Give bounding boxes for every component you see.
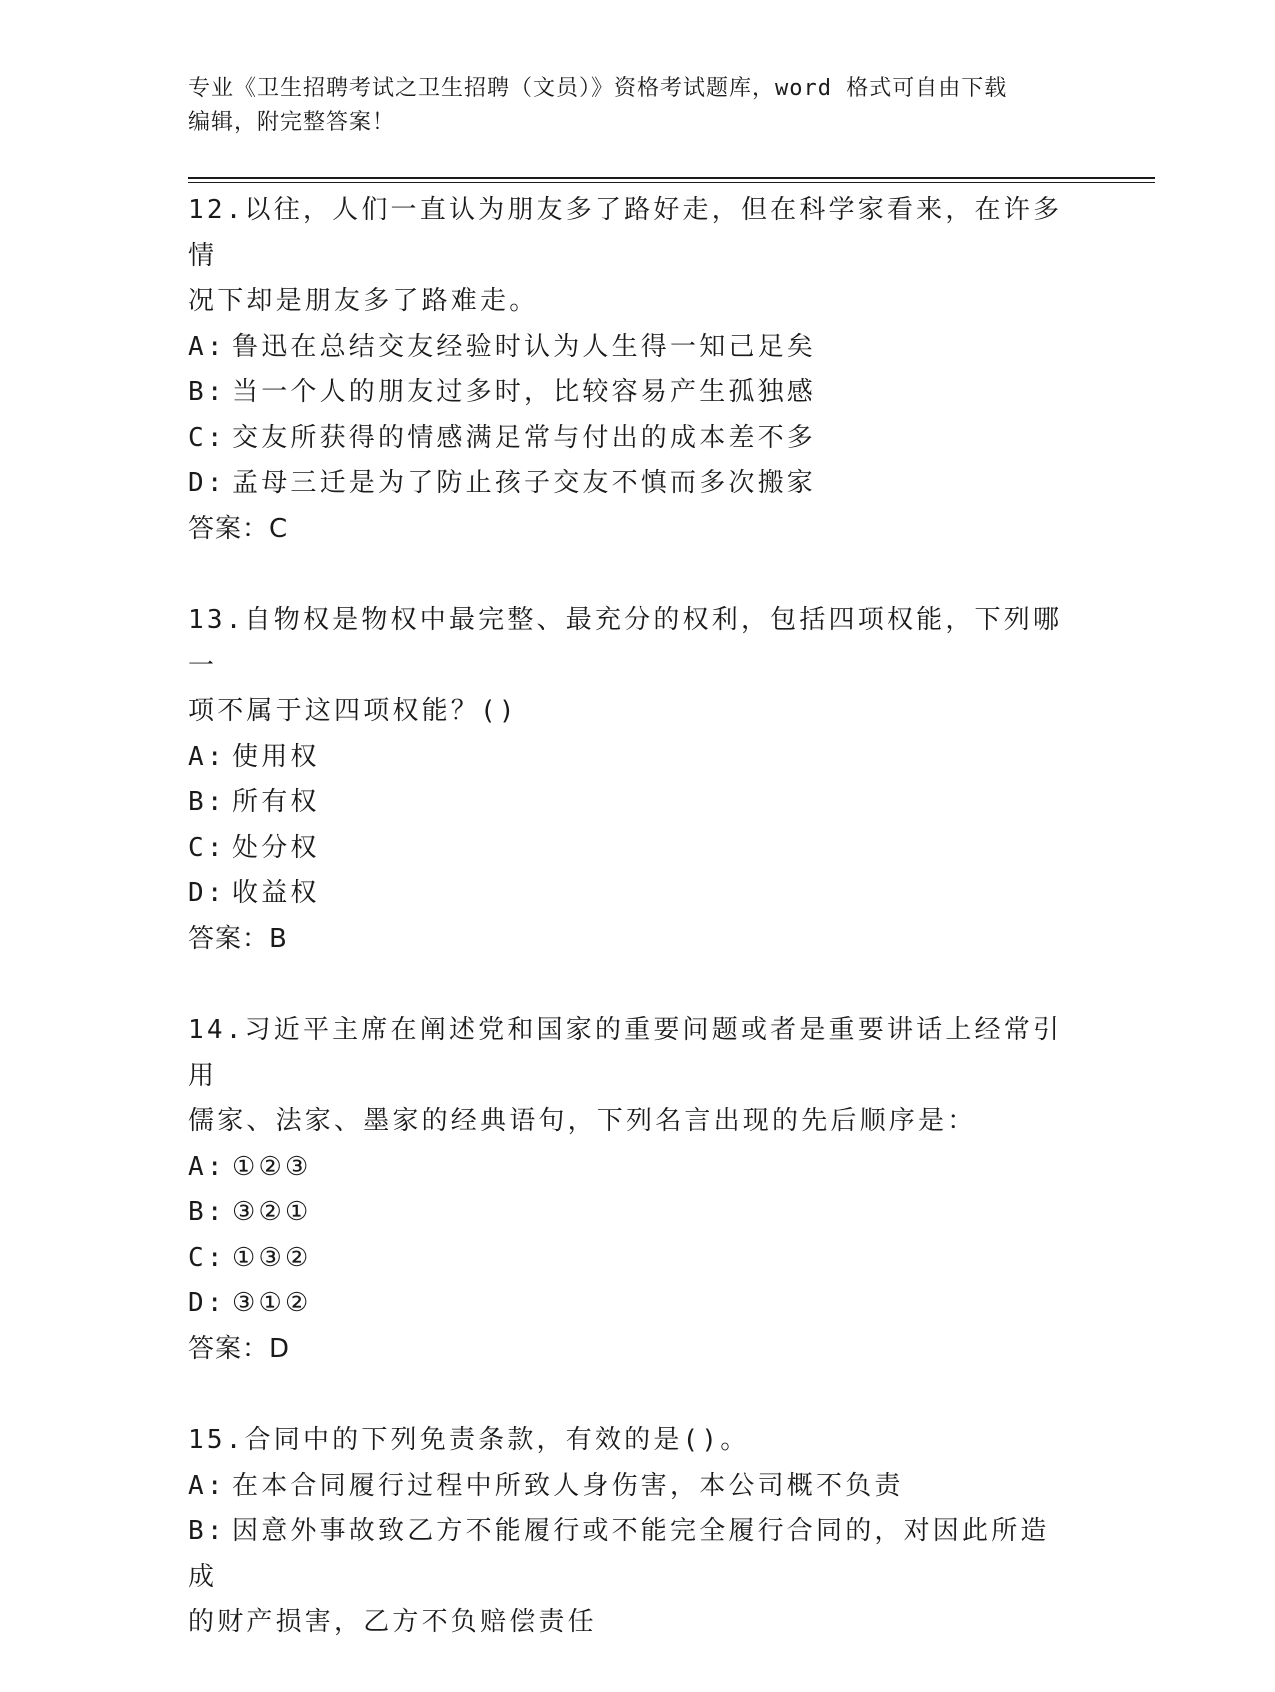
option-text: 在本合同履行过程中所致人身伤害，本公司概不负责 <box>232 1470 904 1501</box>
option-text: 处分权 <box>232 832 320 863</box>
option-text: 孟母三迁是为了防止孩子交友不慎而多次搬家 <box>232 468 817 498</box>
question-block <box>188 1008 1068 1372</box>
question-stem-line: 况下却是朋友多了路难走。 <box>188 286 539 316</box>
option-text: 当一个人的朋友过多时，比较容易产生孤独感 <box>232 377 817 407</box>
question-list <box>188 188 1068 1692</box>
option-row <box>188 1236 1068 1282</box>
option-key: D: <box>188 878 226 908</box>
option-row <box>188 1464 1068 1510</box>
question-block <box>188 1418 1068 1646</box>
option-row <box>188 370 1068 416</box>
option-row <box>188 416 1068 462</box>
option-text: ①③② <box>232 1242 312 1273</box>
header-line-1: 专业《卫生招聘考试之卫生招聘（文员）》资格考试题库，word 格式可自由下载 <box>188 76 1008 101</box>
option-key: A: <box>188 1151 226 1182</box>
option-key: B: <box>188 787 226 817</box>
option-key: C: <box>188 422 226 453</box>
option-text: 因意外事故致乙方不能履行或不能完全履行合同的，对因此所造成 <box>188 1516 1050 1592</box>
option-row <box>188 735 1068 781</box>
option-text: 所有权 <box>232 787 320 817</box>
option-text: 使用权 <box>232 741 320 772</box>
question-stem-line: 13.自物权是物权中最完整、最充分的权利，包括四项权能，下列哪一 <box>188 605 1063 681</box>
header-line-2: 编辑，附完整答案！ <box>188 110 396 135</box>
option-key: B: <box>188 1516 226 1546</box>
option-row <box>188 1509 1068 1600</box>
option-key: D: <box>188 468 226 498</box>
question-stem-line: 15.合同中的下列免责条款，有效的是()。 <box>188 1425 750 1455</box>
option-key: D: <box>188 1288 226 1318</box>
option-row <box>188 871 1068 917</box>
option-text: 鲁迅在总结交友经验时认为人生得一知己足矣 <box>232 331 817 362</box>
option-row <box>188 325 1068 371</box>
question-block <box>188 598 1068 962</box>
header-divider-thin <box>188 182 1155 183</box>
header-divider-thick <box>188 177 1155 179</box>
option-continuation-line <box>188 1600 1068 1646</box>
option-key: B: <box>188 1197 226 1227</box>
option-row <box>188 826 1068 872</box>
question-stem-line: 12.以往，人们一直认为朋友多了路好走，但在科学家看来，在许多情 <box>188 195 1063 271</box>
question-stem-line: 项不属于这四项权能？() <box>188 696 518 726</box>
answer-line: 答案：D <box>188 1333 291 1364</box>
option-row <box>188 461 1068 507</box>
option-key: B: <box>188 377 226 407</box>
option-text: ③②① <box>232 1197 312 1227</box>
option-text: 收益权 <box>232 878 320 908</box>
option-key: A: <box>188 1470 226 1501</box>
option-row <box>188 1190 1068 1236</box>
answer-line: 答案：C <box>188 513 289 544</box>
option-text: ①②③ <box>232 1151 312 1182</box>
question-block <box>188 188 1068 552</box>
option-row <box>188 780 1068 826</box>
option-key: C: <box>188 832 226 863</box>
option-key: A: <box>188 741 226 772</box>
question-stem-line: 14.习近平主席在阐述党和国家的重要问题或者是重要讲话上经常引用 <box>188 1015 1063 1091</box>
option-text: 交友所获得的情感满足常与付出的成本差不多 <box>232 422 817 453</box>
option-key: C: <box>188 1242 226 1273</box>
option-text: 的财产损害，乙方不负赔偿责任 <box>188 1607 597 1637</box>
option-key: A: <box>188 331 226 362</box>
document-header-note <box>188 72 1068 140</box>
option-row <box>188 1281 1068 1327</box>
option-text: ③①② <box>232 1288 312 1318</box>
question-stem-line: 儒家、法家、墨家的经典语句，下列名言出现的先后顺序是： <box>188 1106 977 1136</box>
answer-line: 答案：B <box>188 923 288 954</box>
option-row <box>188 1145 1068 1191</box>
